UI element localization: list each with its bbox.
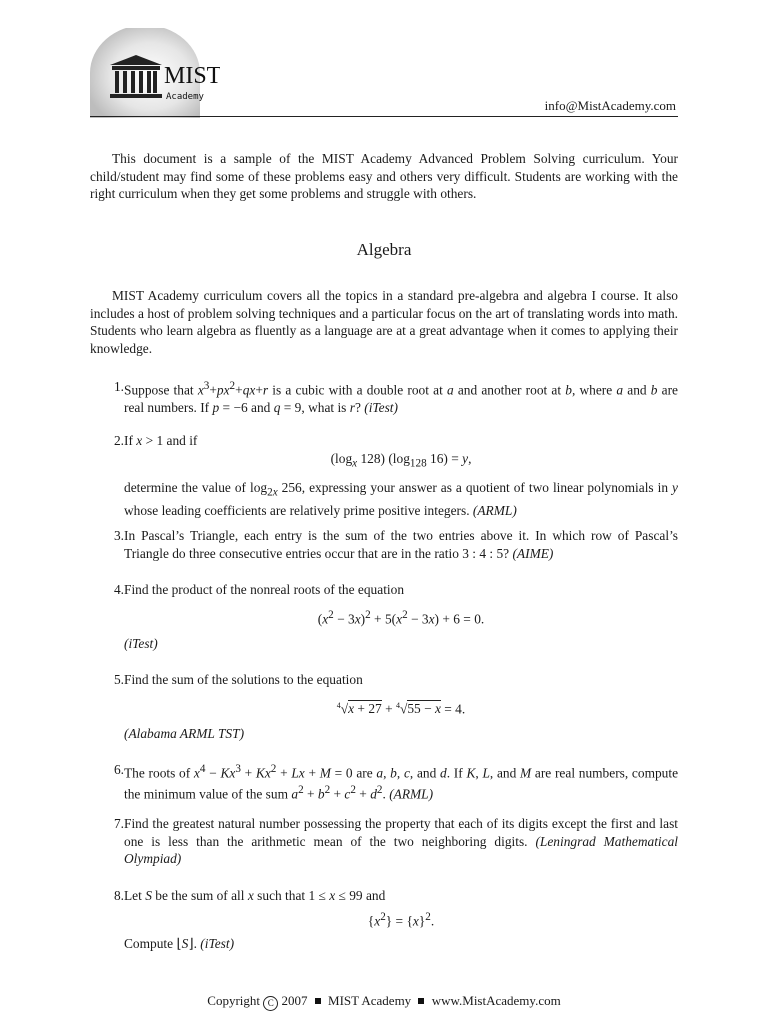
brand-name: MIST	[164, 63, 220, 89]
problem-number: 3.	[113, 528, 124, 543]
problem-number: 4.	[113, 582, 124, 597]
footer	[0, 993, 768, 1011]
contact-email: info@MistAcademy.com	[544, 98, 676, 113]
square-bullet-icon	[418, 998, 424, 1004]
problem-2: 2. If x > 1 and if ($\log_x$ 128) ($\log_{128}$ 16) = y, determine the value of $\log_{2x} 256$, expressing your answer as a quotient of two linear polynomials in y whose leading coefficients are relatively prime positive integers. (ARML)	[90, 432, 678, 519]
problem-8: 8. Let S be the sum of all x such that 1 ≤ x ≤ 99 and $\{x^2\} = \{x\}^2$. Compute ⌊S⌋. (iTest)	[90, 887, 678, 953]
problem-text: Find the sum of the solutions to the equation	[124, 672, 363, 687]
problem-number: 7.	[113, 816, 124, 831]
problem-source: (iTest)	[364, 399, 398, 415]
logo-graphic	[90, 28, 220, 118]
problem-7	[90, 815, 678, 868]
problem-source: (ARML)	[472, 502, 517, 518]
footer-url[interactable]: www.MistAcademy.com	[431, 993, 561, 1008]
problem-source: (Leningrad Mathematical Olympiad)	[124, 833, 678, 866]
problem-number: 5.	[113, 672, 124, 687]
problem-source: (Alabama ARML TST)	[124, 726, 245, 742]
problem-4: 4. Find the product of the nonreal roots of the equation $(x^2 - 3x)^2 + 5(x^2 - 3x) + 6 = 0$. (iTest)	[90, 581, 678, 653]
footer-org: MIST Academy	[328, 993, 412, 1008]
intro-paragraph: This document is a sample of the MIST Academy Advanced Problem Solving curriculum. Your child/student may find some of these problems easy and others very difficult. Students are working with the right curriculum when they get some problems and struggle with others.	[90, 151, 678, 201]
problem-text: Find the greatest natural number possessing the property that each of its digits except the first and last one is less than the arithmetic mean of the two neighboring digits.	[124, 816, 678, 849]
section-title: Algebra	[356, 240, 412, 259]
problem-source: (iTest)	[124, 636, 158, 652]
footer-copyright: Copyright	[207, 993, 261, 1008]
problem-source: (AIME)	[512, 545, 554, 561]
problem-3	[90, 527, 678, 562]
problem-number: 8.	[113, 888, 124, 903]
problem-number: 6.	[113, 762, 124, 777]
problem-source: (iTest)	[200, 936, 235, 952]
section-intro: MIST Academy curriculum covers all the topics in a standard pre-algebra and algebra I course. It also includes a host of problem solving techniques and a particular focus on the art of translating words into math. Students who learn algebra as fluently as a language are at a great advantage when it comes to applying their knowledge.	[90, 288, 678, 356]
problem-number: 1.	[113, 379, 124, 394]
problem-text: Find the product of the nonreal roots of the equation	[124, 582, 405, 597]
problem-6: 6. The roots of $x^4 - Kx^3 + Kx^2 + Lx + M = 0$ are a, b, c, and d. If K, L, and M are real numbers, compute the minimum value of the sum $a^2 + b^2 + c^2 + d^2$. (ARML)	[90, 761, 678, 803]
footer-year: 2007	[281, 993, 308, 1008]
mist-academy-logo	[90, 28, 220, 118]
copyright-icon: C	[263, 996, 278, 1011]
square-bullet-icon	[315, 998, 321, 1004]
problem-text: In Pascal’s Triangle, each entry is the sum of the two entries above it. In which row of Pascal’s Triangle do three consecutive entries occur that are in the ratio 3 : 4 : 5?	[124, 528, 678, 561]
brand-sub: Academy	[166, 92, 204, 102]
problem-1: 1. Suppose that $x^3+px^2+qx+r$ is a cubic with a double root at a and another root at b, where a and b are real numbers. If p = −6 and q = 9, what is r? (iTest)	[90, 378, 678, 416]
problem-5: 5. Find the sum of the solutions to the equation $^4$√x + 27 + $^4$√55 − x = 4. (Alabama ARML TST)	[90, 671, 678, 743]
problem-source: (ARML)	[389, 786, 434, 802]
problem-number: 2.	[113, 433, 124, 448]
header-rule	[90, 116, 678, 117]
